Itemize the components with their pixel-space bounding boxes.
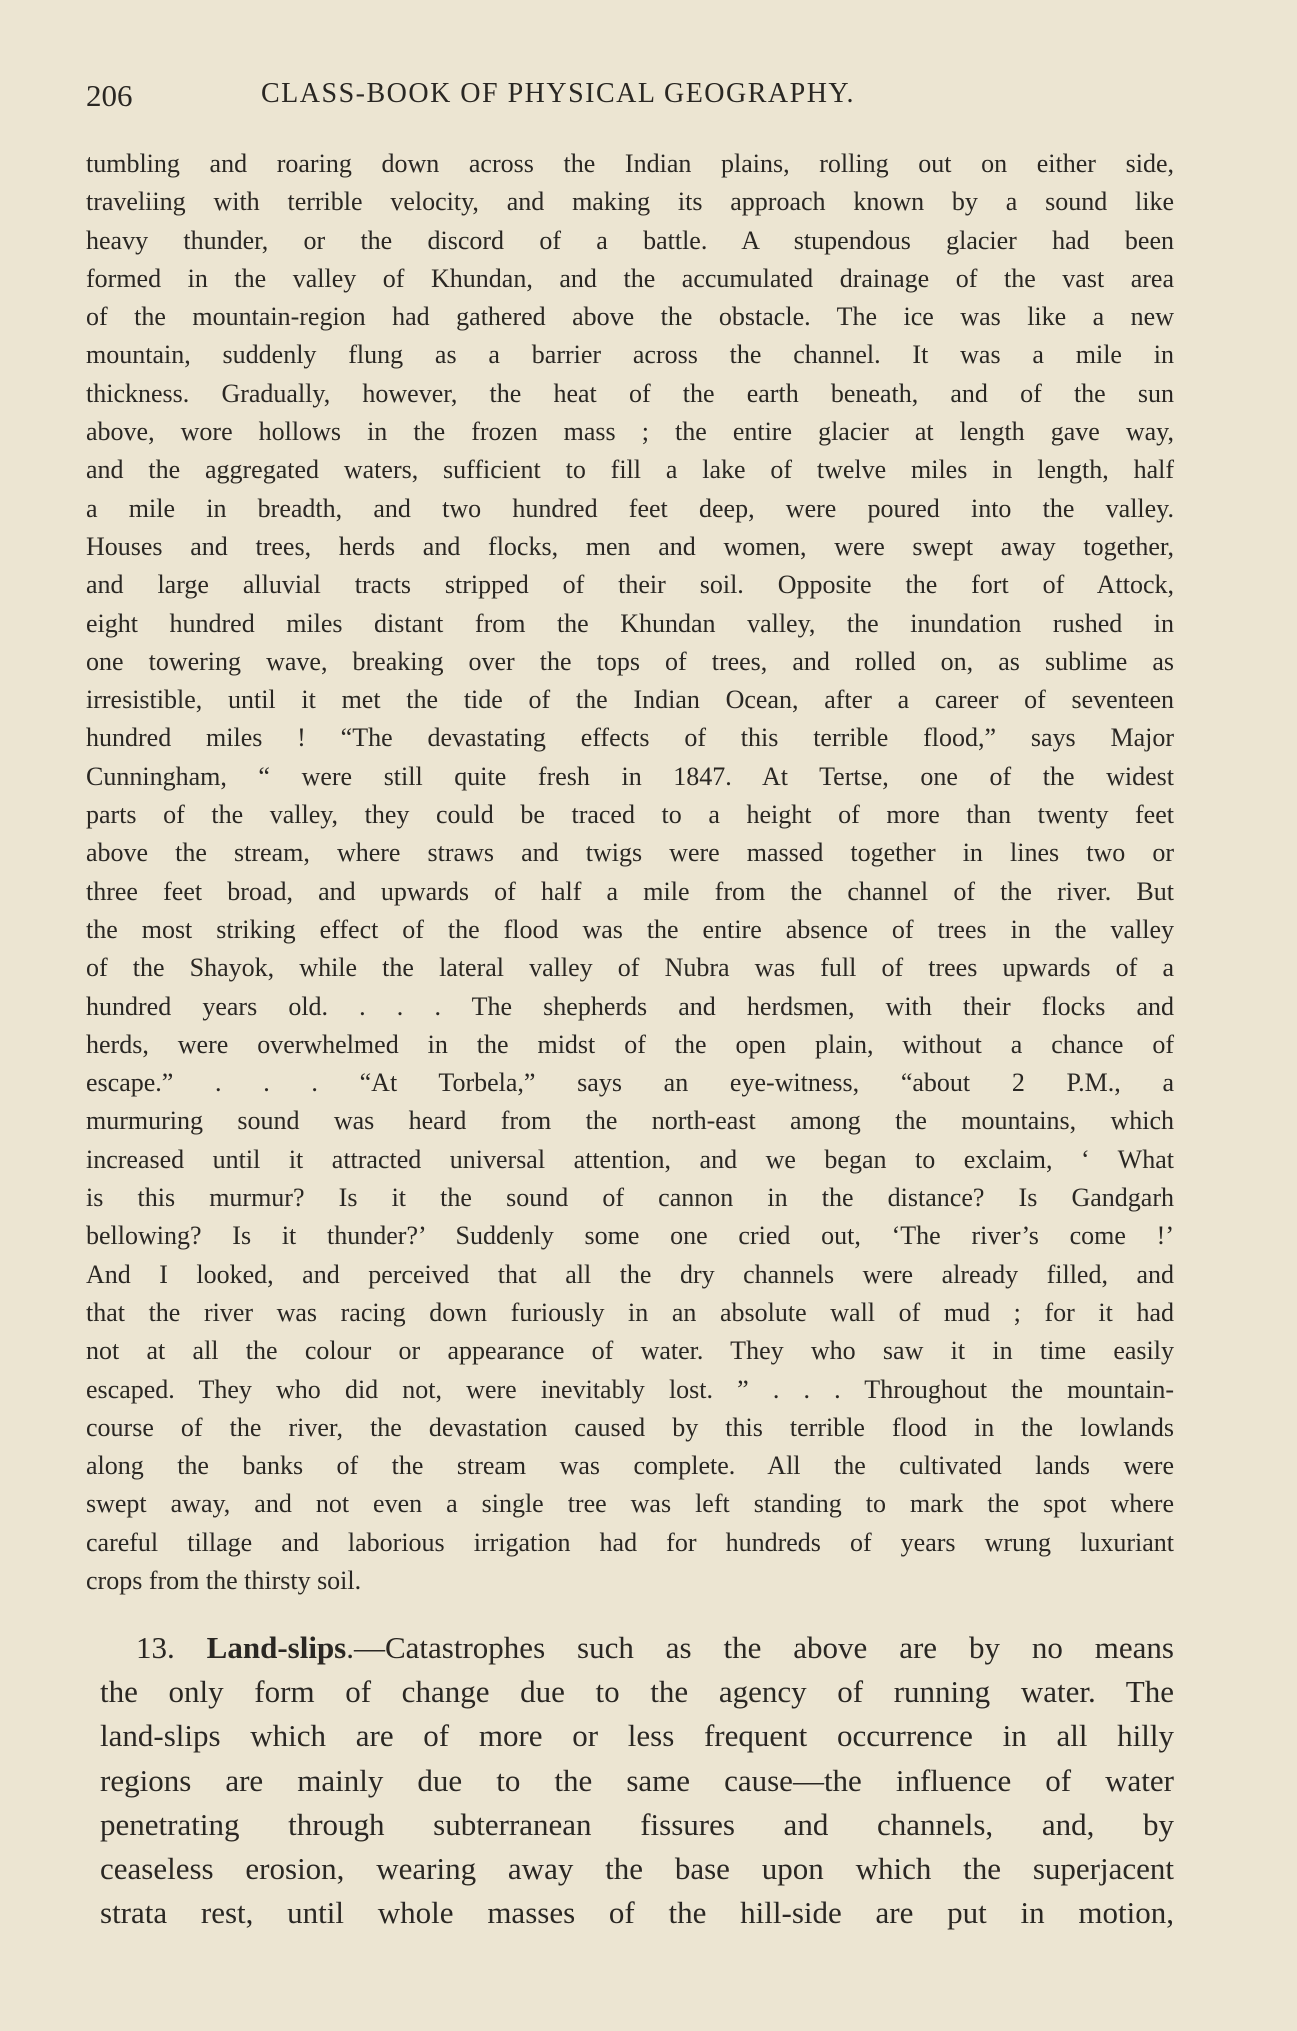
- text-line: not at all the colour or appearance of water. They who saw it in time easily: [86, 1336, 1174, 1366]
- text-line: crops from the thirsty soil.: [86, 1565, 362, 1595]
- section-first-line-text: .—Catastrophes such as the above are by no means: [346, 1630, 1174, 1665]
- text-line: escaped. They who did not, were inevitably lost. ” . . . Throughout the mountain-: [86, 1374, 1174, 1404]
- text-line: is this murmur? Is it the sound of cannon in the distance? Is Gandgarh: [86, 1183, 1174, 1213]
- text-line: swept away, and not even a single tree was left standing to mark the spot where: [86, 1489, 1174, 1519]
- text-line: formed in the valley of Khundan, and the accumulated drainage of the vast area: [86, 263, 1174, 293]
- text-line: course of the river, the devastation caused by this terrible flood in the lowlands: [86, 1412, 1174, 1442]
- running-head: CLASS-BOOK OF PHYSICAL GEOGRAPHY.: [261, 78, 856, 109]
- text-line: eight hundred miles distant from the Khundan valley, the inundation rushed in: [86, 608, 1174, 638]
- text-line: and large alluvial tracts stripped of their soil. Opposite the fort of Attock,: [86, 570, 1174, 600]
- text-line: irresistible, until it met the tide of the Indian Ocean, after a career of seventeen: [86, 685, 1174, 715]
- text-line: And I looked, and perceived that all the dry channels were already filled, and: [86, 1259, 1174, 1289]
- text-line: thickness. Gradually, however, the heat of the earth beneath, and of the sun: [86, 378, 1174, 408]
- text-line: escape.” . . . “At Torbela,” says an eye-witness, “about 2 P.M., a: [86, 1068, 1174, 1098]
- text-line: mountain, suddenly flung as a barrier across the channel. It was a mile in: [86, 340, 1174, 370]
- section-13: [100, 1626, 1174, 1935]
- text-line: Cunningham, “ were still quite fresh in 1847. At Tertse, one of the widest: [86, 761, 1174, 791]
- text-line: one towering wave, breaking over the tops of trees, and rolled on, as sublime as: [86, 646, 1174, 676]
- text-line: a mile in breadth, and two hundred feet deep, were poured into the valley.: [86, 493, 1174, 523]
- section-first-line: [100, 1626, 1174, 1670]
- section-text-line: ceaseless erosion, wearing away the base upon which the superjacent: [100, 1851, 1174, 1887]
- text-line: above, wore hollows in the frozen mass ; the entire glacier at length gave way,: [86, 417, 1174, 447]
- page-number: 206: [86, 78, 133, 113]
- text-line: careful tillage and laborious irrigation had for hundreds of years wrung luxuriant: [86, 1527, 1174, 1557]
- text-line: the most striking effect of the flood was the entire absence of trees in the valley: [86, 914, 1174, 944]
- text-line: increased until it attracted universal attention, and we began to exclaim, ‘ What: [86, 1144, 1174, 1174]
- section-text-line: strata rest, until whole masses of the hill-side are put in motion,: [100, 1895, 1174, 1931]
- text-line: parts of the valley, they could be traced to a height of more than twenty feet: [86, 800, 1174, 830]
- section-heading: Land-slips: [206, 1630, 347, 1665]
- text-line: that the river was racing down furiously in an absolute wall of mud ; for it had: [86, 1297, 1174, 1327]
- text-line: and the aggregated waters, sufficient to fill a lake of twelve miles in length, half: [86, 455, 1174, 485]
- text-line: bellowing? Is it thunder?’ Suddenly some one cried out, ‘The river’s come !’: [86, 1221, 1174, 1251]
- text-line: hundred miles ! “The devastating effects of this terrible flood,” says Major: [86, 723, 1174, 753]
- section-text-line: the only form of change due to the agency of running water. The: [100, 1674, 1174, 1710]
- text-line: of the mountain-region had gathered above the obstacle. The ice was like a new: [86, 302, 1174, 332]
- text-line: murmuring sound was heard from the north-east among the mountains, which: [86, 1106, 1174, 1136]
- section-text-line: penetrating through subterranean fissures and channels, and, by: [100, 1806, 1174, 1842]
- section-text-line: regions are mainly due to the same cause—the influence of water: [100, 1762, 1174, 1798]
- text-line: three feet broad, and upwards of half a mile from the channel of the river. But: [86, 876, 1174, 906]
- text-line: traveliing with terrible velocity, and making its approach known by a sound like: [86, 187, 1174, 217]
- text-line: along the banks of the stream was complete. All the cultivated lands were: [86, 1451, 1174, 1481]
- text-line: heavy thunder, or the discord of a battle. A stupendous glacier had been: [86, 225, 1174, 255]
- text-line: of the Shayok, while the lateral valley of Nubra was full of trees upwards of a: [86, 953, 1174, 983]
- text-line: hundred years old. . . . The shepherds and herdsmen, with their flocks and: [86, 991, 1174, 1021]
- text-line: herds, were overwhelmed in the midst of the open plain, without a chance of: [86, 1029, 1174, 1059]
- quoted-passage: [86, 145, 1174, 1600]
- text-line: Houses and trees, herds and flocks, men and women, were swept away together,: [86, 531, 1174, 561]
- section-text-line: land-slips which are of more or less frequent occurrence in all hilly: [100, 1718, 1174, 1754]
- text-line: above the stream, where straws and twigs were massed together in lines two or: [86, 838, 1174, 868]
- page-header: [86, 78, 1221, 118]
- section-number: 13.: [136, 1630, 175, 1665]
- text-line: tumbling and roaring down across the Indian plains, rolling out on either side,: [86, 149, 1174, 178]
